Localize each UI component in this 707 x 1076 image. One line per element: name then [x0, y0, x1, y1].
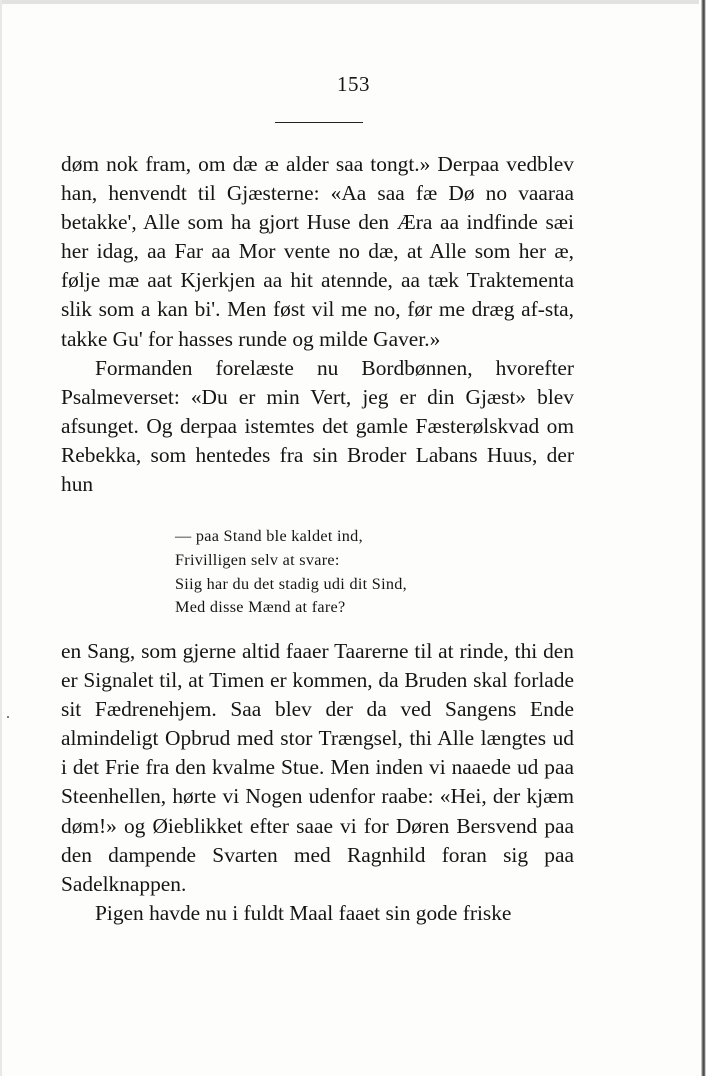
paragraph: Pigen havde nu i fuldt Maal faaet sin gode friske [95, 900, 512, 925]
scan-edge-right [699, 0, 707, 1076]
body-text-top [61, 150, 574, 499]
scan-edge-top [0, 0, 707, 4]
verse-line: Frivilligen selv at svare: [175, 550, 340, 569]
verse-line: — paa Stand ble kaldet ind, [175, 527, 363, 545]
scan-speck [7, 716, 9, 718]
verse-line: Siig har du det stadig udi dit Sind, [175, 574, 408, 593]
paragraph: døm nok fram, om dæ æ alder saa tongt.» Derpaa vedblev han, henvendt til Gjæsterne: «Aa saa fæ Dø no vaaraa betakke', Alle som ha gjort Huse den Æra aa indfinde sæi her idag, aa Far aa Mor vente no dæ, at Alle som her æ, følje mæ aat Kjerkjen aa hit atennde, aa tæk Traktementa slik som a kan bi'. Men føst vil me no, før me dræg af-sta, takke Gu' for hasses runde og milde Gaver.» [61, 152, 574, 351]
paragraph: en Sang, som gjerne altid faaer Taarerne til at rinde, thi den er Signalet til, at Timen er kommen, da Bruden skal forlade sit Fædrenehjem. Saa blev der da ved Sangens Ende almindeligt Opbrud med stor Trængsel, thi Alle længtes ud i det Frie fra den kvalme Stue. Men inden vi naaede ud paa Steenhellen, hørte vi Nogen udenfor raabe: «Hei, der kjæm døm!» og Øieblikket efter saae vi for Døren Bersvend paa den dampende Svarten med Ragnhild foran sig paa Sadelknappen. [61, 639, 574, 896]
verse-line: Med disse Mænd at fare? [175, 598, 346, 617]
body-text-bottom [61, 637, 574, 928]
page-number: 153 [337, 72, 370, 96]
verse-quote [175, 525, 505, 620]
header-rule [275, 122, 363, 123]
paragraph: Formanden forelæste nu Bordbønnen, hvorefter Psalmeverset: «Du er min Vert, jeg er din Gjæst» blev afsunget. Og derpaa istemtes det gamle Fæsterølskvad om Rebekka, som hentedes fra sin Broder Labans Huus, der hun [61, 355, 574, 497]
scan-edge-left [0, 0, 2, 1076]
